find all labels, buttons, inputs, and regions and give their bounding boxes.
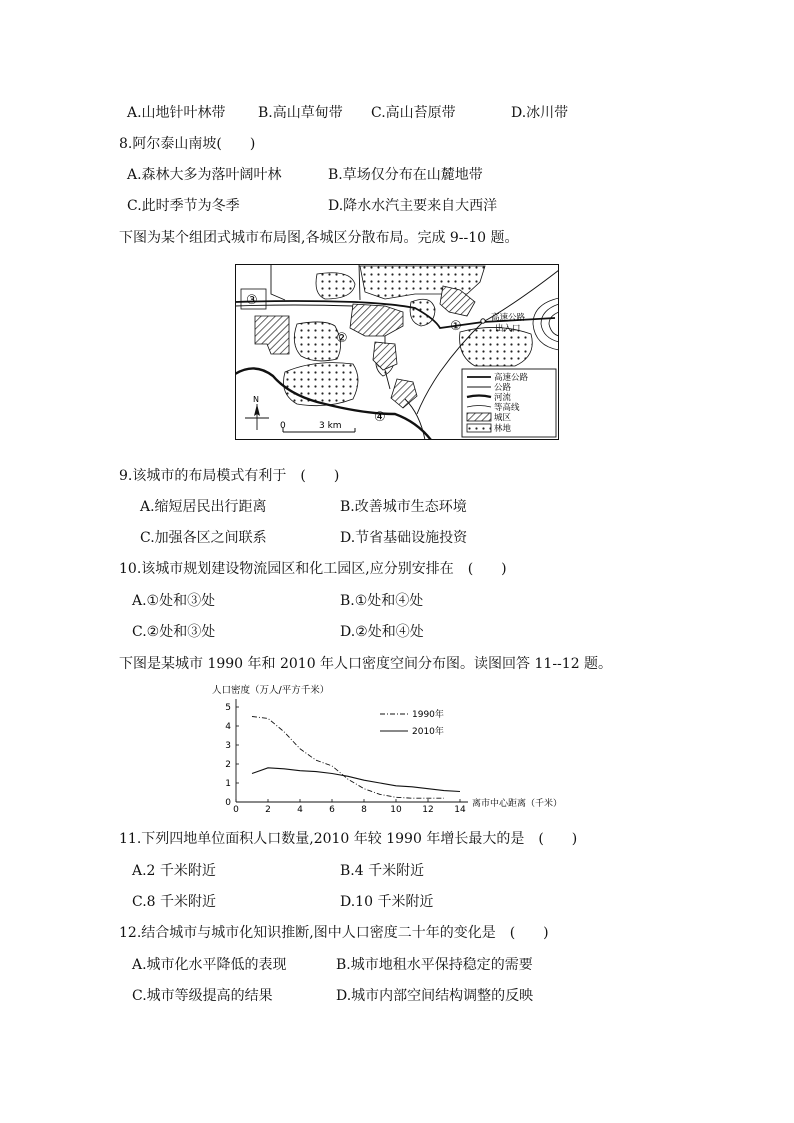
q10-option-b: B.①处和④处 bbox=[340, 593, 424, 609]
q9-stem: 9.该城市的布局模式有利于 ( ) bbox=[119, 468, 340, 484]
q12-option-b: B.城市地租水平保持稳定的需要 bbox=[336, 957, 533, 973]
legend-road: 公路 bbox=[494, 383, 512, 393]
q7-option-b: B.高山草甸带 bbox=[258, 105, 343, 121]
q12-option-d: D.城市内部空间结构调整的反映 bbox=[336, 988, 534, 1004]
exit-label-line1: 高速公路 bbox=[491, 313, 526, 323]
q9-option-c: C.加强各区之间联系 bbox=[140, 530, 267, 546]
q12-stem: 12.结合城市与城市化知识推断,图中人口密度二十年的变化是 ( ) bbox=[119, 925, 549, 941]
q12-option-a: A.城市化水平降低的表现 bbox=[132, 957, 287, 973]
q9-option-a: A.缩短居民出行距离 bbox=[140, 499, 267, 515]
x-tick-label: 14 bbox=[454, 805, 466, 813]
q7-option-a: A.山地针叶林带 bbox=[127, 105, 226, 121]
marker-4: ④ bbox=[374, 410, 386, 425]
q8-option-b: B.草场仅分布在山麓地带 bbox=[328, 167, 483, 183]
highway-exit-icon bbox=[481, 319, 485, 323]
y-tick-label: 1 bbox=[225, 779, 231, 789]
map-legend bbox=[462, 369, 556, 437]
x-tick-label: 12 bbox=[422, 805, 434, 813]
x-tick-label: 6 bbox=[329, 805, 335, 813]
intro-11-12: 下图是某城市 1990 年和 2010 年人口密度空间分布图。读图回答 11--12 题。 bbox=[119, 656, 613, 672]
y-tick-label: 2 bbox=[225, 760, 231, 770]
marker-2: ② bbox=[336, 331, 348, 346]
scale-text: 3 km bbox=[319, 421, 342, 431]
x-tick-label: 0 bbox=[233, 805, 239, 813]
legend-forest: 林地 bbox=[494, 424, 512, 434]
legend-1990: 1990年 bbox=[412, 710, 444, 720]
q8-stem: 8.阿尔泰山南坡( ) bbox=[119, 136, 256, 152]
marker-1: ① bbox=[450, 319, 462, 334]
scale-zero: 0 bbox=[280, 421, 286, 431]
q10-option-d: D.②处和④处 bbox=[340, 624, 424, 640]
legend-river: 河流 bbox=[494, 393, 512, 403]
q9-option-d: D.节省基础设施投资 bbox=[340, 530, 468, 546]
q9-option-b: B.改善城市生态环境 bbox=[340, 499, 467, 515]
legend-2010: 2010年 bbox=[412, 727, 444, 737]
q7-option-d: D.冰川带 bbox=[511, 105, 569, 121]
legend-urban: 城区 bbox=[494, 413, 512, 423]
q11-option-b: B.4 千米附近 bbox=[340, 863, 425, 879]
y-tick-label: 4 bbox=[225, 722, 231, 732]
q11-option-d: D.10 千米附近 bbox=[340, 894, 434, 910]
exit-label-line2: 出入口 bbox=[495, 324, 521, 334]
chart-legend bbox=[380, 708, 444, 737]
chart-xlabel: 离市中心距离（千米） bbox=[472, 799, 563, 809]
x-tick-label: 2 bbox=[265, 805, 271, 813]
q11-option-a: A.2 千米附近 bbox=[132, 863, 216, 879]
legend-highway: 高速公路 bbox=[494, 373, 529, 383]
q11-option-c: C.8 千米附近 bbox=[132, 894, 217, 910]
q10-stem: 10.该城市规划建设物流园区和化工园区,应分别安排在 ( ) bbox=[119, 561, 507, 577]
city-layout-map bbox=[235, 264, 559, 440]
q8-option-d: D.降水水汽主要来自大西洋 bbox=[328, 198, 498, 214]
population-density-chart bbox=[210, 683, 590, 813]
q8-option-c: C.此时季节为冬季 bbox=[127, 198, 240, 214]
legend-contour: 等高线 bbox=[494, 403, 520, 413]
q11-stem: 11.下列四地单位面积人口数量,2010 年较 1990 年增长最大的是 ( ) bbox=[119, 831, 578, 847]
chart-ylabel: 人口密度（万人/平方千米） bbox=[212, 685, 330, 696]
y-tick-label: 0 bbox=[225, 798, 231, 808]
q10-option-c: C.②处和③处 bbox=[132, 624, 216, 640]
x-tick-label: 10 bbox=[390, 805, 402, 813]
q10-option-a: A.①处和③处 bbox=[132, 593, 216, 609]
q12-option-c: C.城市等级提高的结果 bbox=[132, 988, 273, 1004]
intro-9-10: 下图为某个组团式城市布局图,各城区分散布局。完成 9--10 题。 bbox=[119, 230, 519, 246]
q7-option-c: C.高山苔原带 bbox=[371, 105, 456, 121]
marker-3: ③ bbox=[246, 293, 258, 308]
north-label: N bbox=[253, 395, 259, 404]
y-tick-label: 5 bbox=[225, 703, 231, 713]
y-tick-label: 3 bbox=[225, 741, 231, 751]
x-tick-label: 4 bbox=[297, 805, 303, 813]
q8-option-a: A.森林大多为落叶阔叶林 bbox=[127, 167, 282, 183]
series-line-2010年 bbox=[252, 768, 460, 792]
x-tick-label: 8 bbox=[361, 805, 367, 813]
